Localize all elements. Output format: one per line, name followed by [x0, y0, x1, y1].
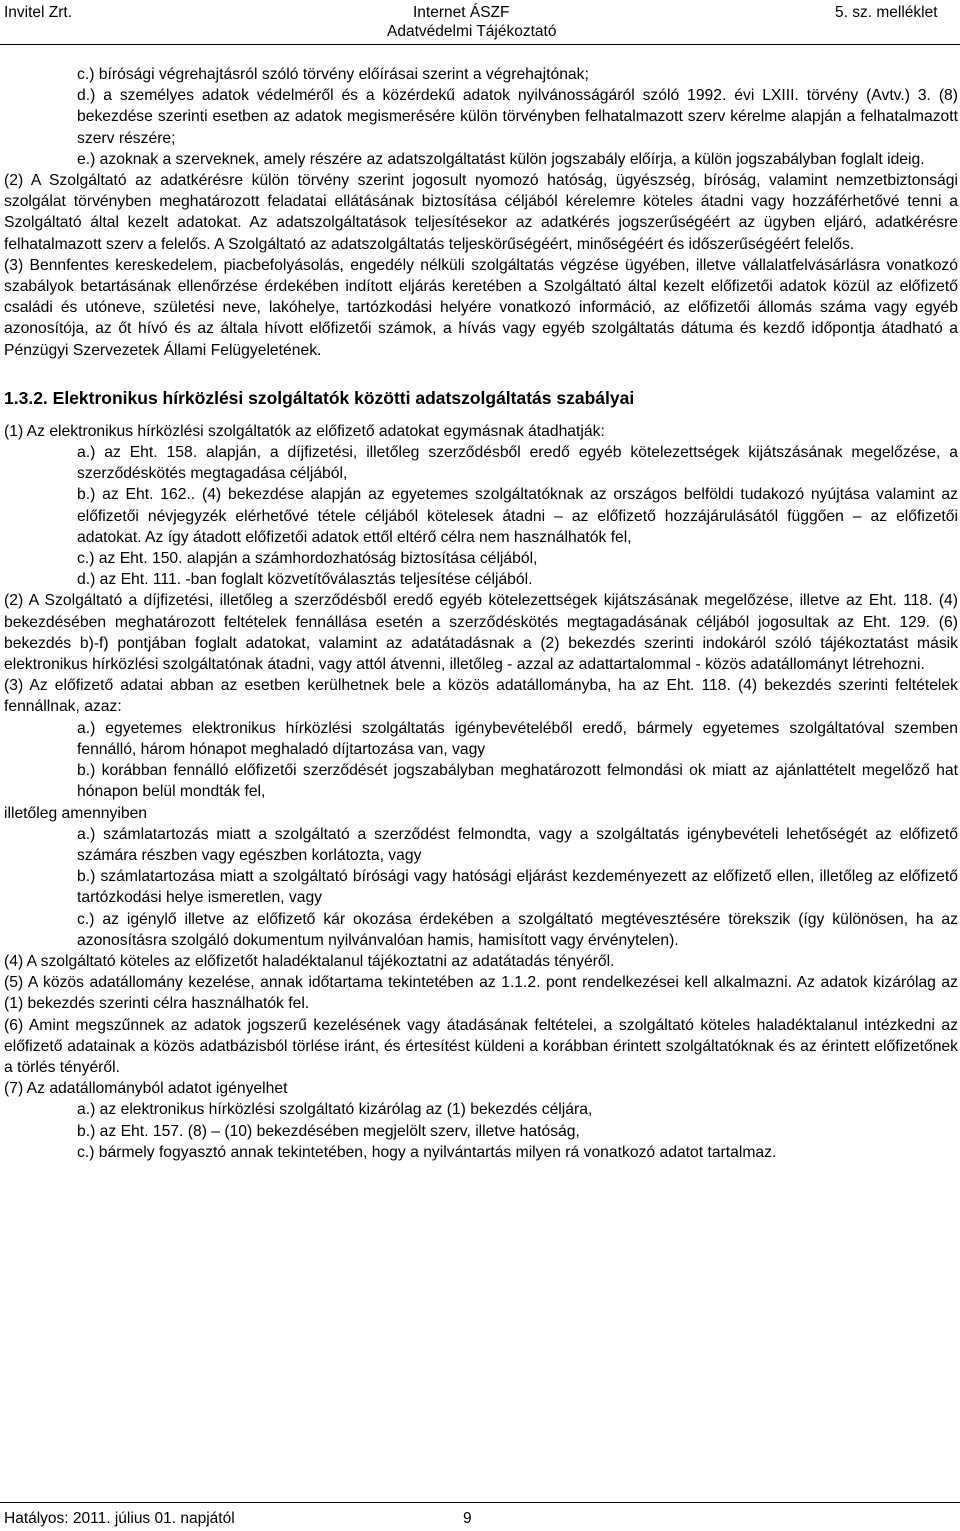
paragraph: b.) számlatartozása miatt a szolgáltató bírósági vagy hatósági eljárást kezdeményezett az előfizető ellen, illetőleg az előfizető tartózkodási helye ismeretlen, vagy	[77, 868, 958, 907]
paragraph: b.) az Eht. 162.. (4) bekezdése alapján az egyetemes szolgáltatóknak az országos belföldi tudakozó nyújtása valamint az előfizetői névjegyzék elérhetővé tétele céljából kötelesek átadni – az előfizető hozzájárulásától függően – az előfizetői adatokat. Az így átadott előfizetői adatok ettől eltérő célra nem használhatók fel,	[77, 486, 958, 546]
document-body	[4, 64, 958, 1163]
paragraph: a.) egyetemes elektronikus hírközlési szolgáltatás igénybevételéből eredő, bármely egyetemes szolgáltatóval szemben fennálló, három hónapot meghaladó díjtartozása van, vagy	[77, 719, 958, 758]
header-company: Invitel Zrt.	[4, 4, 73, 21]
paragraph: c.) az Eht. 150. alapján a számhordozhatóság biztosítása céljából,	[77, 550, 538, 568]
paragraph: c.) bármely fogyasztó annak tekintetében, hogy a nyilvántartás milyen rá vonatkozó adatot tartalmaz.	[77, 1143, 777, 1161]
section-heading: 1.3.2. Elektronikus hírközlési szolgáltatók közötti adatszolgáltatás szabályai	[4, 387, 635, 408]
paragraph: a.) az elektronikus hírközlési szolgáltató kizárólag az (1) bekezdés céljára,	[77, 1101, 593, 1119]
header-document-title: Internet ÁSZF	[413, 4, 510, 21]
paragraph: (6) Amint megszűnnek az adatok jogszerű kezelésének vagy átadásának feltételei, a szolgáltató köteles haladéktalanul intézkedni az előfizető adatainak a közös adatbázisból törlése iránt, és értesítést küldeni a korábban érintett szolgáltatóknak és az érintett előfizetőnek a törlés tényéről.	[4, 1016, 958, 1076]
header-annex-label: 5. sz. melléklet	[835, 4, 938, 21]
paragraph: (5) A közös adatállomány kezelése, annak időtartama tekintetében az 1.1.2. pont rendelkezései kell alkalmazni. Az adatok kizárólag az (1) bekezdés szerinti célra használhatók fel.	[4, 974, 958, 1013]
paragraph: b.) korábban fennálló előfizetői szerződését jogszabályban meghatározott felmondási ok miatt az ajánlattételt megelőző hat hónapon belül mondták fel,	[77, 762, 958, 801]
paragraph: a.) számlatartozás miatt a szolgáltató a szerződést felmondta, vagy a szolgáltatás igénybevételi lehetőségét az előfizető számára részben vagy egészben korlátozta, vagy	[77, 825, 958, 864]
footer-divider	[0, 1502, 960, 1503]
header-subtitle: Adatvédelmi Tájékoztató	[387, 23, 557, 40]
paragraph: (2) A Szolgáltató az adatkérésre külön törvény szerint jogosult nyomozó hatóság, ügyészség, bíróság, valamint nemzetbiztonsági szolgálat törvényben meghatározott feladatai ellátásának biztosítása céljából kérelemre köteles átadni vagy hozzáférhetővé tenni a Szolgáltató által kezelt adatokat. Az adatszolgáltatások teljesítésekor az adatkérés jogszerűségéért az ügyben eljáró, adatkérésre felhatalmazott szerv a felelős. A Szolgáltató az adatszolgáltatás teljeskörűségéért, minőségéért és időszerűségéért felelős.	[4, 172, 958, 253]
paragraph: b.) az Eht. 157. (8) – (10) bekezdésében megjelölt szerv, illetve hatóság,	[77, 1122, 580, 1140]
section-paragraphs	[4, 64, 958, 361]
paragraph: (4) A szolgáltató köteles az előfizetőt haladéktalanul tájékoztatni az adatátadás tényéről.	[4, 952, 615, 970]
paragraph: d.) az Eht. 111. -ban foglalt közvetítőválasztás teljesítése céljából.	[77, 571, 533, 589]
paragraph: c.) az igénylő illetve az előfizető kár okozása érdekében a szolgáltató megtévesztésére törekszik (így különösen, ha az azonosításra szolgáló dokumentum nyilvánvalóan hamis, hamisított vagy érvénytelen).	[77, 910, 958, 949]
paragraph: d.) a személyes adatok védelméről és a közérdekű adatok nyilvánosságáról szóló 1992. évi LXIII. törvény (Avtv.) 3. (8) bekezdése szerinti esetben az adatok megismerésére külön törvényben felhatalmazott szerv kérelme alapján a felhatalmazott szerv részére;	[77, 87, 958, 147]
paragraph: illetőleg amennyiben	[4, 804, 148, 822]
paragraph: (3) Az előfizető adatai abban az esetben kerülhetnek bele a közös adatállományba, ha az Eht. 118. (4) bekezdés szerinti feltételek fennállnak, azaz:	[4, 677, 958, 716]
paragraph: (2) A Szolgáltató a díjfizetési, illetőleg a szerződésből eredő egyéb kötelezettségek kijátszásának megelőzése, illetve az Eht. 118. (4) bekezdésében meghatározott feltételek fennállása esetén a szerződéskötés megtagadásának céljából jogosultak az Eht. 129. (6) bekezdés b)-f) pontjában foglalt adatokat, valamint az adatátadásnak a (2) bekezdés szerinti indokáról szóló tájékoztatást másik elektronikus hírközlési szolgáltatónak átadni, vagy attól átvenni, illetőleg - azzal az adattartalommal - közös adatállományt létrehozni.	[4, 592, 958, 674]
paragraph: (3) Bennfentes kereskedelem, piacbefolyásolás, engedély nélküli szolgáltatás végzése ügyében, illetve vállalatfelvásárlásra vonatkozó szabályok betartásának ellenőrzése érdekében indított eljárás keretében a Szolgáltató által kezelt előfizetői adatok közül az előfizető családi és utóneve, születési neve, lakóhelye, tartózkodási helyére vonatkozó információ, az előfizetői állomás száma vagy egyéb azonosítója, az őt hívó és az általa hívott előfizetői számok, a hívás vagy egyéb szolgáltatás dátuma és kezdő időpontja átadható a Pénzügyi Szervezetek Állami Felügyeletének.	[4, 256, 958, 359]
page-header	[0, 0, 960, 46]
paragraph: (7) Az adatállományból adatot igényelhet	[4, 1080, 288, 1098]
header-divider	[0, 44, 960, 45]
page-number: 9	[463, 1510, 472, 1527]
paragraph: (1) Az elektronikus hírközlési szolgáltatók az előfizető adatokat egymásnak átadhatják:	[4, 422, 605, 440]
section-132-paragraphs	[4, 421, 958, 1163]
paragraph: c.) bírósági végrehajtásról szóló törvény előírásai szerint a végrehajtónak;	[77, 66, 589, 83]
footer-effective-date: Hatályos: 2011. július 01. napjától	[4, 1510, 235, 1527]
paragraph: e.) azoknak a szerveknek, amely részére az adatszolgáltatást külön jogszabály előírja, a külön jogszabályban foglalt ideig.	[77, 150, 925, 168]
paragraph: a.) az Eht. 158. alapján, a díjfizetési, illetőleg szerződésből eredő egyéb kötelezettségek kijátszásának megelőzése, a szerződéskötés megtagadása céljából,	[77, 444, 958, 483]
